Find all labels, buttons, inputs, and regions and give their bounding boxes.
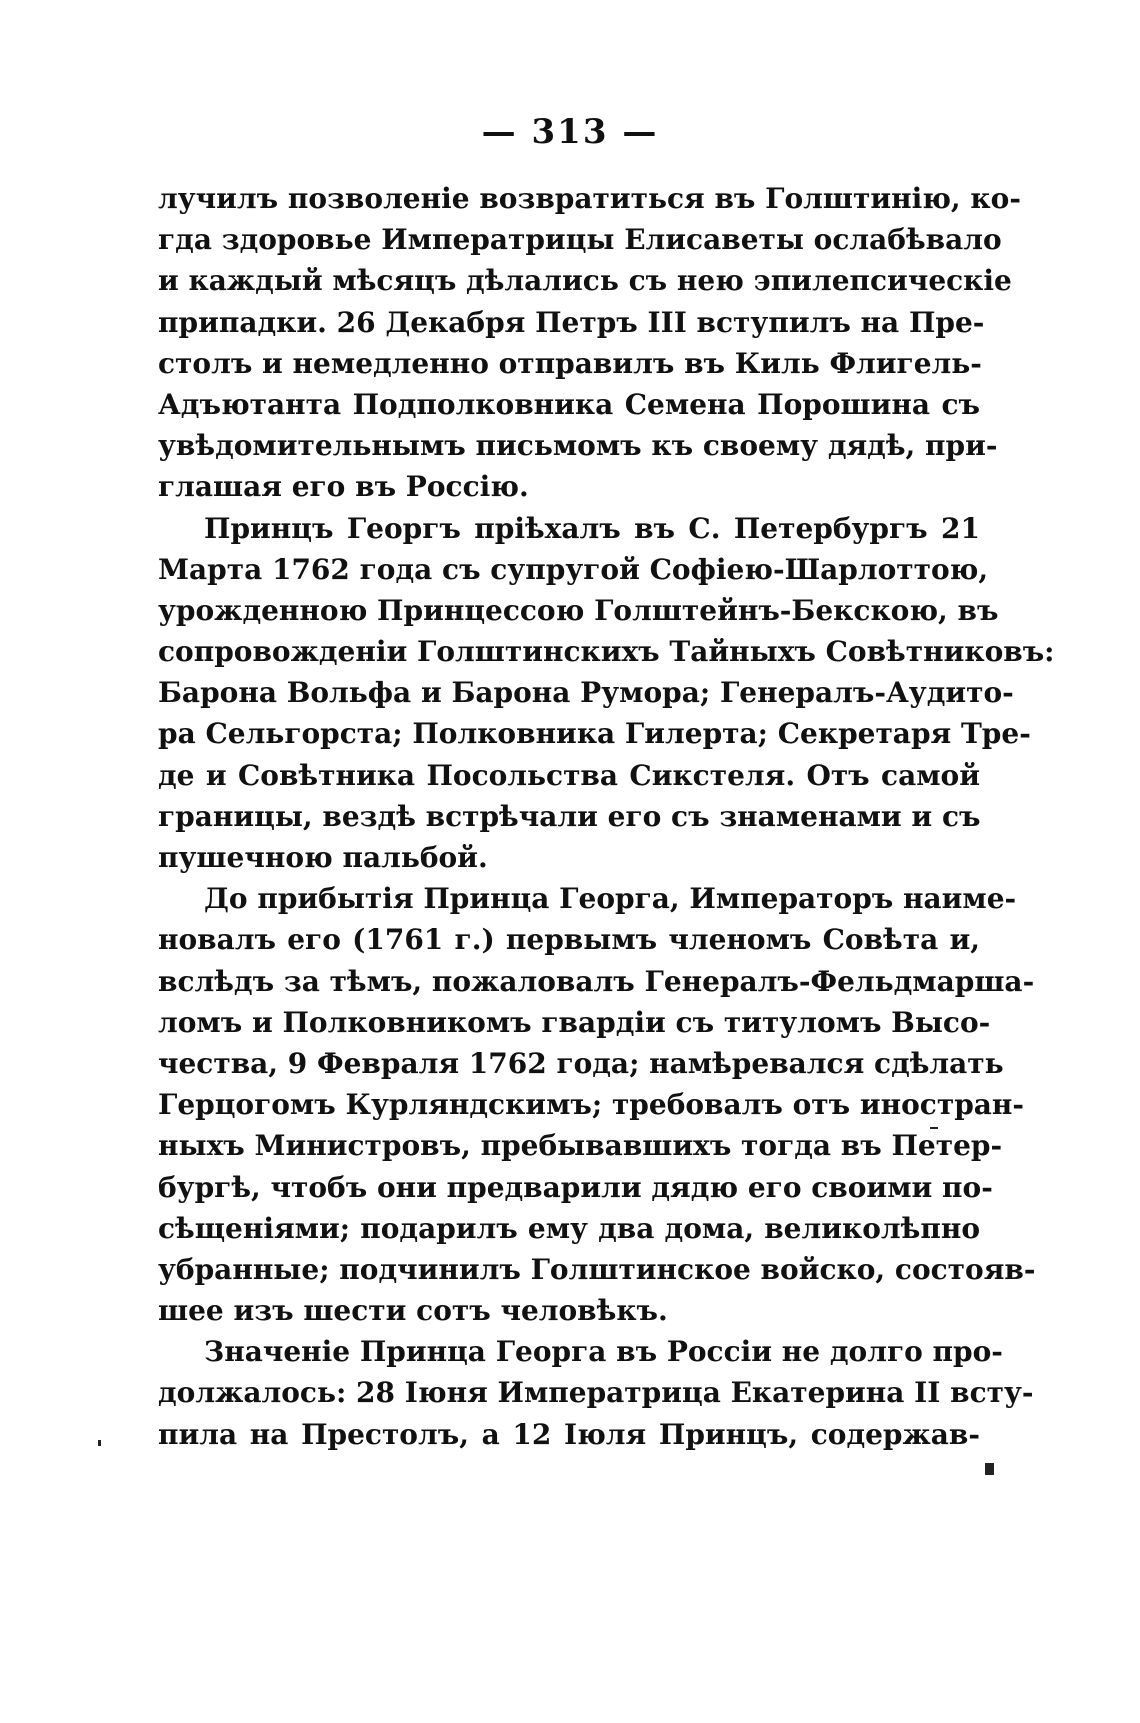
- text-line: вслѣдъ за тѣмъ, пожаловалъ Генералъ-Фельдмарша-: [158, 964, 1035, 998]
- text-line: бургѣ, чтобъ они предварили дядю его своими по-: [158, 1170, 993, 1204]
- text-line: столъ и немедленно отправилъ въ Киль Флигель-: [158, 346, 982, 380]
- page-number: — 313 —: [481, 112, 659, 152]
- text-line: сѣщенiями; подарилъ ему два дома, великолѣпно: [158, 1211, 980, 1245]
- text-line: сопровожденiи Голштинскихъ Тайныхъ Совѣтниковъ:: [158, 635, 1055, 669]
- text-line: шее изъ шести сотъ человѣкъ.: [158, 1294, 668, 1328]
- text-line: ныхъ Министровъ, пребывавшихъ тогда въ Петер-: [158, 1129, 1003, 1163]
- text-line: и каждый мѣсяцъ дѣлались съ нею эпилепсическiе: [158, 264, 1012, 298]
- text-line: границы, вездѣ встрѣчали его съ знаменами и съ: [158, 799, 981, 833]
- text-line: Барона Вольфа и Барона Румора; Генералъ-Аудито-: [158, 676, 1014, 710]
- text-line: пила на Престолъ, а 12 Iюля Принцъ, содержав-: [158, 1417, 980, 1451]
- text-line: де и Совѣтника Посольства Сикстеля. Отъ самой: [158, 758, 980, 792]
- text-line: Герцогомъ Курляндскимъ; требовалъ отъ иностран-: [158, 1088, 1025, 1122]
- text-line: урожденною Принцессою Голштейнъ-Бекскою, въ: [158, 593, 999, 627]
- text-line: ломъ и Полковникомъ гвардiи съ титуломъ Высо-: [158, 1005, 991, 1039]
- text-line: новалъ его (1761 г.) первымъ членомъ Совѣта и,: [158, 923, 980, 957]
- text-line: До прибытiя Принца Георга, Императоръ наиме-: [204, 882, 1017, 916]
- text-line: глашая его въ Россiю.: [158, 470, 529, 504]
- text-line: Принцъ Георгъ прiѣхалъ въ С. Петербургъ 21: [204, 511, 980, 545]
- scan-speck: [930, 1127, 938, 1129]
- text-line: припадки. 26 Декабря Петръ III вступилъ на Пре-: [158, 305, 985, 339]
- text-line: чества, 9 Февраля 1762 года; намѣревался сдѣлать: [158, 1046, 1004, 1080]
- text-line: Значенiе Принца Георга въ Россiи не долго про-: [204, 1335, 1003, 1369]
- text-line: лучилъ позволенie возвратиться въ Голштинiю, ко-: [158, 182, 1021, 215]
- text-line: Адъютанта Подполковника Семена Порошина съ: [158, 387, 980, 421]
- text-line: пушечною пальбой.: [158, 841, 488, 874]
- text-line: Марта 1762 года съ супругой Софiею-Шарлоттою,: [158, 552, 989, 586]
- text-line: должалось: 28 Iюня Императрица Екатерина II всту-: [158, 1376, 1034, 1410]
- text-line: увѣдомительнымъ письмомъ къ своему дядѣ, при-: [158, 429, 998, 463]
- scan-speck: [98, 1440, 101, 1446]
- text-line: гда здоровье Императрицы Елисаветы ослабѣвало: [158, 223, 1002, 257]
- text-line: ра Сельгорста; Полковника Гилерта; Секретаря Тре-: [158, 717, 1031, 751]
- text-line: убранные; подчинилъ Голштинское войско, состояв-: [158, 1252, 1036, 1286]
- body-text: [158, 178, 1055, 1455]
- scan-speck: [985, 1463, 994, 1475]
